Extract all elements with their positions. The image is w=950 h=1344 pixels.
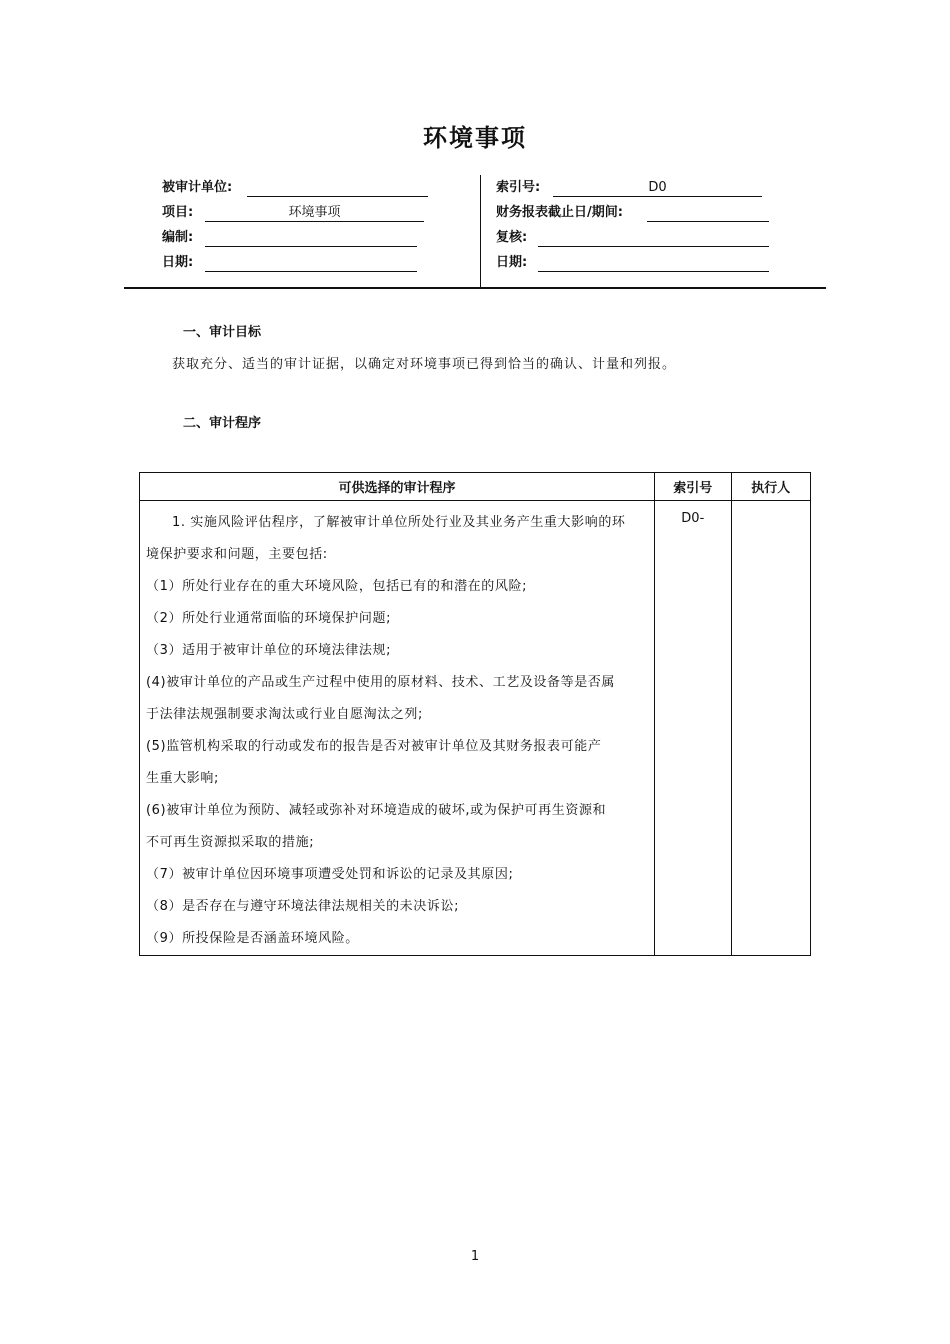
review-field[interactable] — [538, 230, 769, 247]
procedure-line: 境保护要求和问题，主要包括: — [146, 547, 328, 562]
section-heading-procedures: 二、审计程序 — [183, 416, 262, 431]
date-right-field[interactable] — [538, 255, 769, 272]
table-header-row — [140, 473, 811, 501]
procedure-line: （7）被审计单位因环境事项遭受处罚和诉讼的记录及其原因; — [146, 867, 514, 882]
procedure-line: 于法律法规强制要求淘汰或行业自愿淘汰之列; — [146, 707, 423, 722]
index-label: 索引号: — [496, 180, 541, 195]
procedure-line: (6)被审计单位为预防、减轻或弥补对环境造成的破坏,或为保护可再生资源和 — [146, 803, 607, 818]
procedure-line: （2）所处行业通常面临的环境保护问题; — [146, 611, 392, 626]
index-field[interactable]: D0 — [553, 180, 762, 197]
review-label: 复核: — [496, 230, 528, 245]
procedure-line: 1. 实施风险评估程序，了解被审计单位所处行业及其业务产生重大影响的环 — [172, 515, 626, 530]
page-number: 1 — [470, 1249, 480, 1264]
section-heading-objective: 一、审计目标 — [183, 325, 262, 340]
index-cell: D0- — [655, 501, 731, 956]
audited-unit-label: 被审计单位: — [162, 180, 233, 195]
date-left-label: 日期: — [162, 255, 194, 270]
header-rule — [124, 287, 826, 289]
procedure-cell — [140, 501, 655, 956]
procedure-line: 不可再生资源拟采取的措施; — [146, 835, 315, 850]
project-label: 项目: — [162, 205, 194, 220]
table-row — [140, 501, 811, 956]
procedure-line: (4)被审计单位的产品或生产过程中使用的原材料、技术、工艺及设备等是否属 — [146, 675, 616, 690]
prepared-by-label: 编制: — [162, 230, 194, 245]
project-field[interactable]: 环境事项 — [205, 205, 424, 222]
procedure-line: (5)监管机构采取的行动或发布的报告是否对被审计单位及其财务报表可能产 — [146, 739, 602, 754]
procedure-line: （9）所投保险是否涵盖环境风险。 — [146, 931, 359, 946]
procedures-table — [139, 472, 811, 956]
objective-text: 获取充分、适当的审计证据，以确定对环境事项已得到恰当的确认、计量和列报。 — [172, 357, 677, 372]
executor-cell[interactable] — [731, 501, 811, 956]
procedure-line: （1）所处行业存在的重大环境风险，包括已有的和潜在的风险; — [146, 579, 528, 594]
column-header-index: 索引号 — [655, 473, 731, 501]
prepared-by-field[interactable] — [205, 230, 417, 247]
header-divider — [480, 175, 481, 288]
column-header-procedure: 可供选择的审计程序 — [140, 473, 655, 501]
period-field[interactable] — [647, 205, 769, 222]
date-right-label: 日期: — [496, 255, 528, 270]
period-label: 财务报表截止日/期间: — [496, 205, 623, 220]
audited-unit-field[interactable] — [247, 180, 428, 197]
date-left-field[interactable] — [205, 255, 417, 272]
document-title: 环境事项 — [423, 124, 527, 152]
procedure-line: （3）适用于被审计单位的环境法律法规; — [146, 643, 392, 658]
column-header-executor: 执行人 — [731, 473, 811, 501]
procedure-line: 生重大影响; — [146, 771, 219, 786]
procedure-line: （8）是否存在与遵守环境法律法规相关的未决诉讼; — [146, 899, 460, 914]
